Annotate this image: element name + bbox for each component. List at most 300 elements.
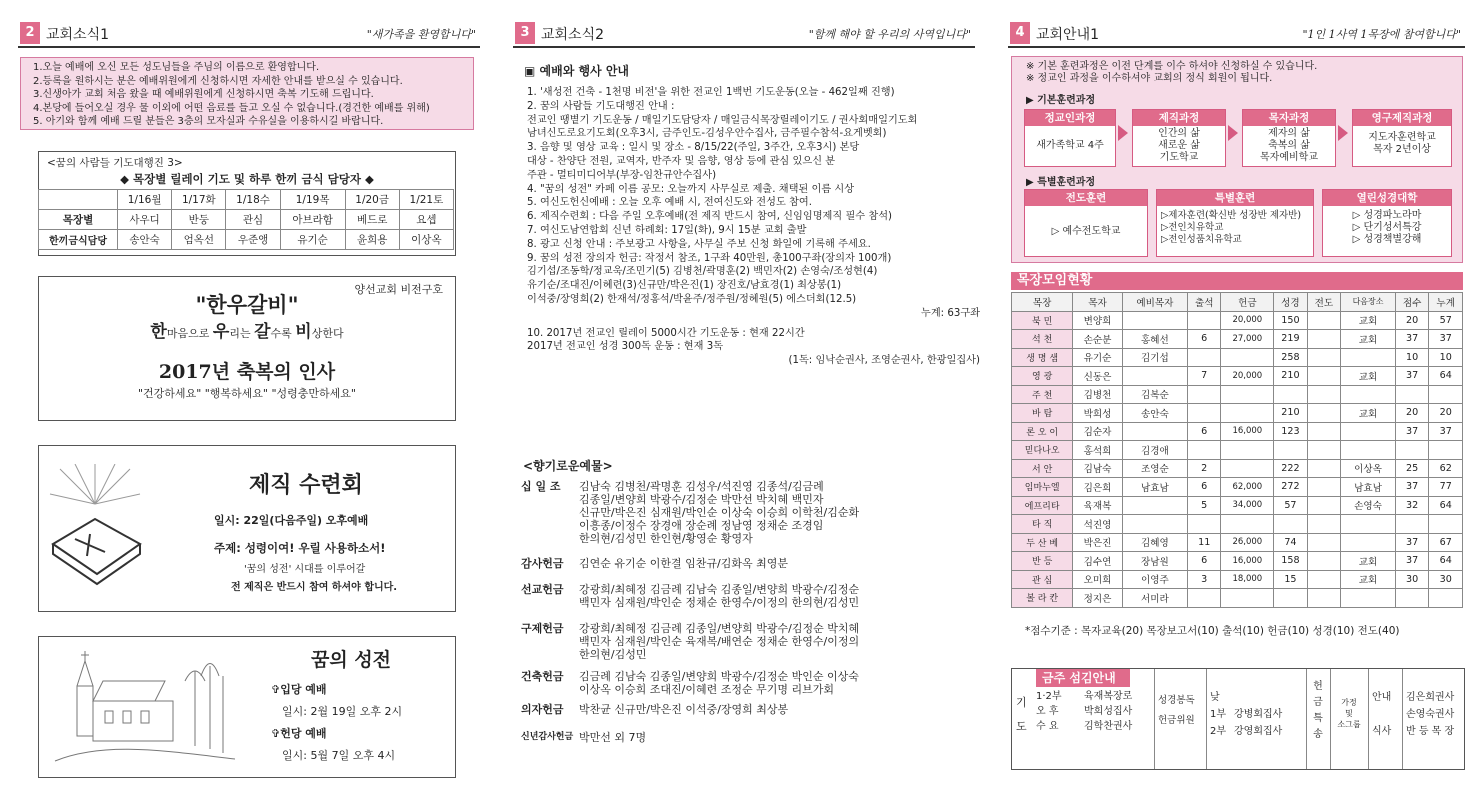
duty-names: 김은희권사 손영숙권사 반 등 목 장: [1406, 692, 1455, 737]
mokjang-table: [1011, 292, 1463, 608]
cell: 20,000: [1221, 367, 1274, 386]
table-row: [1012, 533, 1463, 552]
cell: 손순분: [1073, 330, 1122, 349]
section-header: [18, 18, 480, 48]
mokjang-header-bar: [1011, 272, 1463, 290]
duty-title: 금주 섬김안내: [1036, 669, 1130, 687]
list-item: 남녀신도로요기도회(오후3시, 금주인도-김성우안수집사, 금주필수참석-요게벳회): [527, 128, 887, 140]
duty-label: 기 도: [1016, 696, 1027, 733]
section-header: [513, 18, 975, 48]
duty-guide-meal: 안내 식사: [1372, 692, 1392, 737]
cell: [1187, 441, 1221, 460]
cell: 김수연: [1073, 552, 1122, 571]
evangelism-training: 전도훈련 ▷ 예수전도학교: [1024, 189, 1148, 257]
cell: 16,000: [1221, 422, 1274, 441]
cell: 258: [1274, 348, 1308, 367]
cell: [1122, 367, 1187, 386]
cell: 이상옥: [1341, 459, 1396, 478]
column-header: 헌금: [1221, 293, 1274, 312]
cell: 신동은: [1073, 367, 1122, 386]
cell: 62: [1429, 459, 1463, 478]
mokjang-name: 북 민: [1012, 311, 1073, 330]
cell: 123: [1274, 422, 1308, 441]
cell: 손영숙: [1341, 496, 1396, 515]
announcement-item: 3.신생아가 교회 처음 왔을 때 예배위원에게 신청하시면 축복 기도해 드립니다.: [33, 89, 374, 100]
column-header: 목자: [1073, 293, 1122, 312]
cell: 변양희: [1073, 311, 1122, 330]
table-row: [521, 610, 991, 662]
cell: [1122, 311, 1187, 330]
duty-ushers: 강병회집사 강영회집사: [1234, 709, 1283, 737]
duty-small-group: 가정 및 소그룹: [1337, 698, 1361, 729]
cell: 교회: [1341, 570, 1396, 589]
cell: 유기순: [280, 230, 345, 250]
cell: 2: [1187, 459, 1221, 478]
cell: 송안숙: [118, 230, 172, 250]
cell: [1187, 515, 1221, 534]
cell: 송안숙: [1122, 404, 1187, 423]
mokjang-title: 목장모임현황: [1017, 273, 1093, 288]
section-title: 교회소식2: [541, 27, 605, 43]
table-row: [1012, 589, 1463, 608]
cell: 반둥: [172, 210, 226, 230]
cell: 32: [1395, 496, 1429, 515]
section-motto: "함께 해야 할 우리의 사역입니다": [808, 28, 971, 41]
page-number: 4: [1010, 22, 1030, 44]
list-item: 대상 - 찬양단 전원, 교역자, 반주자 및 음향, 영상 등에 관심 있으신 분: [527, 155, 836, 167]
list-item: 5. 여신도헌신예배 : 오늘 오후 예배 시, 전여신도와 전성도 참여.: [527, 197, 812, 209]
offering-names: 강광희/최혜정 김금례 김종일/변양희 박광수/김정순 박치혜 백민자 심재원/박인순 육재복/배연순 정채순 한영수/이정의 한의현/김성민: [579, 622, 860, 661]
cell: 25: [1395, 459, 1429, 478]
cell: [1307, 552, 1341, 571]
row-label: 목장별: [39, 210, 118, 230]
duty-leaders: 육재복장로 박희성집사 김학찬권사: [1084, 691, 1133, 732]
cell: [1429, 385, 1463, 404]
table-row: [1012, 330, 1463, 349]
cell: 222: [1274, 459, 1308, 478]
mokjang-name: 주 천: [1012, 385, 1073, 404]
cell: [1307, 404, 1341, 423]
duty-scripture-ushers: 성경봉독 헌금위원: [1158, 695, 1195, 726]
table-row: [521, 717, 991, 745]
welcome-announcements: [20, 57, 474, 130]
cell: [1341, 422, 1396, 441]
table-row: [521, 662, 991, 697]
cell: 26,000: [1221, 533, 1274, 552]
vision-tag: 양선교회 비전구호: [354, 283, 443, 296]
row-label: 한끼금식담당: [39, 230, 118, 250]
offering-names: 박만선 외 7명: [579, 731, 647, 744]
cell: [1341, 348, 1396, 367]
column-header: 예비목자: [1122, 293, 1187, 312]
mokjang-name: 임마누엘: [1012, 478, 1073, 497]
list-item: 유기순/조대진/이혜련(3)신규만/박은진(1) 장진호/남효경(1) 최상봉(1): [527, 280, 842, 292]
cell: 64: [1429, 367, 1463, 386]
bible-icon: [45, 464, 145, 594]
cell: [1395, 515, 1429, 534]
cell: 34,000: [1221, 496, 1274, 515]
duty-special-music: 헌 금 특 송: [1313, 681, 1323, 740]
list-item: 2. 꿈의 사람들 기도대행진 안내 :: [527, 100, 675, 112]
cell: 사우디: [118, 210, 172, 230]
retreat-box: [38, 445, 456, 612]
cell: [1307, 589, 1341, 608]
retreat-line2: 전 제직은 반드시 참여 하셔야 합니다.: [231, 582, 398, 593]
column-header: 다음장소: [1341, 293, 1396, 312]
date-cell: 1/18수: [226, 190, 280, 210]
cell: [1341, 441, 1396, 460]
temple-date2: 일시: 5월 7일 오후 4시: [282, 749, 396, 762]
date-cell: 1/21토: [399, 190, 453, 210]
announcement-item: 4.본당에 들어오실 경우 물 이외에 어떤 음료를 들고 오실 수 없습니다.(경건한 예배를 위해): [33, 102, 430, 114]
notice-list: [527, 86, 992, 368]
mokjang-name: 석 천: [1012, 330, 1073, 349]
table-row: [521, 479, 991, 547]
mokjang-name: 볼 라 칸: [1012, 589, 1073, 608]
table-header-row: [1012, 293, 1463, 312]
announcement-item: 2.등록을 원하시는 분은 예배위원에게 신청하시면 자세한 안내를 받으실 수 있습니다.: [33, 75, 403, 87]
cell: 오미희: [1073, 570, 1122, 589]
column-header: 성경: [1274, 293, 1308, 312]
mokjang-name: 생 명 샘: [1012, 348, 1073, 367]
cell: [1221, 348, 1274, 367]
list-item: 1. '새성전 건축 - 1천명 비전'을 위한 전교인 1백번 기도운동(오늘 - 462일째 진행): [527, 87, 895, 98]
list-item: 4. "꿈의 성전" 카페 이름 공모: 오늘까지 사무실로 제출. 채택된 이름 시상: [527, 183, 855, 195]
mokjang-name: 영 광: [1012, 367, 1073, 386]
cell: 김혜영: [1122, 533, 1187, 552]
section-motto: "새가족을 환영합니다": [366, 28, 476, 41]
cell: 관심: [226, 210, 280, 230]
duty-box: [1011, 668, 1465, 770]
list-item: 8. 광고 신청 안내 : 주보광고 사항을, 사무실 주보 신청 화일에 기록해 주세요.: [527, 238, 871, 250]
cell: 6: [1187, 330, 1221, 349]
relay-prayer-box: [38, 151, 456, 256]
offerings-title: <향기로운예물>: [523, 459, 613, 473]
cell: 정지은: [1073, 589, 1122, 608]
cell: 우준앵: [226, 230, 280, 250]
list-item: 3. 음향 및 영상 교육 : 일시 및 장소 - 8/15/22(주일, 3주간, 오후3시) 본당: [527, 142, 860, 154]
cell: 15: [1274, 570, 1308, 589]
cell: [1395, 589, 1429, 608]
cell: [1307, 459, 1341, 478]
step-permanent-officer: 영구제직과정 지도자훈련학교 목자 2년이상: [1352, 109, 1452, 167]
mokjang-name: 서 안: [1012, 459, 1073, 478]
cell: 272: [1274, 478, 1308, 497]
cell: 67: [1429, 533, 1463, 552]
table-row: [1012, 570, 1463, 589]
cell: [1274, 515, 1308, 534]
vision-box: [38, 276, 456, 421]
cell: 김남숙: [1073, 459, 1122, 478]
dream-temple-box: [38, 636, 456, 778]
column-header: 목장: [1012, 293, 1073, 312]
cell: 37: [1395, 422, 1429, 441]
table-row: [1012, 552, 1463, 571]
mokjang-name: 관 심: [1012, 570, 1073, 589]
page-number: 3: [515, 22, 535, 44]
cell: 64: [1429, 552, 1463, 571]
table-row: [1012, 385, 1463, 404]
list-item: 주관 - 멀티미디어부(부장-임찬규안수집사): [527, 169, 717, 181]
cell: 서미라: [1122, 589, 1187, 608]
date-cell: 1/19목: [280, 190, 345, 210]
cell: [1395, 385, 1429, 404]
page-number: 2: [20, 22, 40, 44]
cell: 77: [1429, 478, 1463, 497]
cell: 교회: [1341, 330, 1396, 349]
cell: [1341, 589, 1396, 608]
cell: 30: [1429, 570, 1463, 589]
table-row: [521, 571, 991, 610]
temple-title: 꿈의 성전: [311, 649, 392, 671]
offering-label: 구제헌금: [521, 622, 564, 635]
cell: 219: [1274, 330, 1308, 349]
temple-event2: ✞헌당 예배: [271, 727, 327, 740]
cell: 요셉: [399, 210, 453, 230]
cell: [1307, 348, 1341, 367]
list-item: 7. 여신도남연합회 신년 하례회: 17일(화), 9시 15분 교회 출발: [527, 224, 807, 236]
cell: 16,000: [1221, 552, 1274, 571]
cell: [1307, 367, 1341, 386]
cell: 김순자: [1073, 422, 1122, 441]
cell: [1307, 570, 1341, 589]
mokjang-name: 반 등: [1012, 552, 1073, 571]
cell: [1122, 422, 1187, 441]
cell: 6: [1187, 422, 1221, 441]
column-header: 누계: [1429, 293, 1463, 312]
cell: [1274, 441, 1308, 460]
mokjang-name: 에프리타: [1012, 496, 1073, 515]
section-motto: "1인 1사역 1목장에 참여합니다": [1302, 28, 1461, 41]
training-note: ※ 정교인 과정을 이수하셔야 교회의 정식 회원이 됩니다.: [1026, 73, 1273, 84]
cell: [1187, 385, 1221, 404]
cell: 장남원: [1122, 552, 1187, 571]
cell: [1221, 385, 1274, 404]
table-row: [1012, 311, 1463, 330]
new-year-greeting: 2017년 축복의 인사: [158, 361, 336, 383]
offering-names: 김연순 유기순 이한결 임찬규/김화옥 최영분: [579, 557, 788, 570]
mokjang-name: 믿다나오: [1012, 441, 1073, 460]
greeting-wishes: "건강하세요" "행복하세요" "성령충만하세요": [138, 387, 356, 400]
cell: 육재복: [1073, 496, 1122, 515]
table-row: [1012, 441, 1463, 460]
table-row: [521, 697, 991, 717]
cell: 남효남: [1122, 478, 1187, 497]
cell: [1122, 515, 1187, 534]
column-header: 전도: [1307, 293, 1341, 312]
cell: 엄옥선: [172, 230, 226, 250]
cell: 윤희용: [345, 230, 399, 250]
cell: [1341, 385, 1396, 404]
step-regular-member: 정교인과정 새가족학교 4주: [1024, 109, 1116, 167]
table-row: [39, 210, 454, 230]
table-row: [1012, 459, 1463, 478]
cell: 김복순: [1122, 385, 1187, 404]
list-item: 전교인 땡볕기 기도운동 / 매일기도담당자 / 매일금식목장릴레이기도 / 권사회매일기도회: [527, 114, 918, 126]
cell: [1429, 441, 1463, 460]
table-row: [1012, 404, 1463, 423]
relay-title: ◆ 목장별 릴레이 기도 및 하루 한끼 금식 담당자 ◆: [120, 172, 374, 186]
cell: 20,000: [1221, 311, 1274, 330]
date-cell: 1/17화: [172, 190, 226, 210]
cell: 210: [1274, 404, 1308, 423]
training-box: [1011, 56, 1463, 263]
cell: [1221, 404, 1274, 423]
cell: 37: [1395, 330, 1429, 349]
cell: 김기섭: [1122, 348, 1187, 367]
training-note: ※ 기본 훈련과정은 이전 단계를 이수 하셔야 신청하실 수 있습니다.: [1026, 61, 1318, 72]
section-title: 교회안내1: [1036, 27, 1100, 43]
cell: 박은진: [1073, 533, 1122, 552]
table-row: [1012, 422, 1463, 441]
cell: 37: [1395, 552, 1429, 571]
cell: [1307, 385, 1341, 404]
cell: 37: [1429, 422, 1463, 441]
special-training-label: ▶ 특별훈련과정: [1026, 177, 1096, 188]
cell: [1187, 311, 1221, 330]
basic-training-label: ▶ 기본훈련과정: [1026, 95, 1096, 106]
mokjang-name: 타 직: [1012, 515, 1073, 534]
cell: 37: [1395, 367, 1429, 386]
page-2: [0, 0, 488, 792]
duty-services: 1·2부 오 후 수 요: [1036, 691, 1062, 732]
cell: [1122, 496, 1187, 515]
cell: 교회: [1341, 311, 1396, 330]
step-shepherd: 목자과정 제자의 삶 축복의 삶 목자예비학교: [1242, 109, 1336, 167]
offering-label: 신년감사헌금: [521, 732, 574, 742]
cell: 조영순: [1122, 459, 1187, 478]
cell: [1341, 533, 1396, 552]
vision-slogan: "한우갈비": [195, 292, 299, 317]
cell: 74: [1274, 533, 1308, 552]
cell: [1221, 459, 1274, 478]
cell: 27,000: [1221, 330, 1274, 349]
cell: [1221, 441, 1274, 460]
list-item: 김기섭/조동학/정교욱/조민기(5) 김병천/곽명훈(2) 백민자(2) 손영숙/조성현(4): [527, 266, 878, 278]
cell: [1307, 422, 1341, 441]
cell: 150: [1274, 311, 1308, 330]
list-item: 2017년 전교인 성경 300독 운동 : 현재 3독: [527, 341, 724, 353]
cell: [1307, 533, 1341, 552]
retreat-line1: '꿈의 성전' 시대를 이루어갈: [244, 564, 366, 575]
offering-label: 의자헌금: [521, 703, 564, 716]
cell: 57: [1429, 311, 1463, 330]
announcement-item: 1.오늘 예배에 오신 모든 성도님들을 주님의 이름으로 환영합니다.: [33, 62, 320, 73]
cell: 20: [1395, 311, 1429, 330]
cell: 62,000: [1221, 478, 1274, 497]
table-row: [39, 230, 454, 250]
cell: 박희성: [1073, 404, 1122, 423]
cell: 교회: [1341, 552, 1396, 571]
mokjang-name: 두 산 베: [1012, 533, 1073, 552]
cell: [1307, 330, 1341, 349]
cell: 석진영: [1073, 515, 1122, 534]
cell: 37: [1395, 478, 1429, 497]
cell: 베드로: [345, 210, 399, 230]
offering-label: 선교헌금: [521, 583, 564, 596]
cell: [1341, 515, 1396, 534]
cell: 교회: [1341, 404, 1396, 423]
offering-names: 박찬균 신규만/박은진 이석중/장영희 최상봉: [579, 703, 789, 716]
cell: 10: [1395, 348, 1429, 367]
announcement-item: 5. 아기와 함께 예배 드릴 분들은 3층의 모자실과 수유실을 이용하시길 바랍니다.: [33, 116, 384, 127]
cell: 7: [1187, 367, 1221, 386]
retreat-theme: 주제: 성령이여! 우릴 사용하소서!: [214, 541, 386, 555]
column-header: 점수: [1395, 293, 1429, 312]
cell: [1429, 589, 1463, 608]
arrow-right-icon: [1118, 125, 1128, 141]
table-row: [1012, 496, 1463, 515]
temple-event1: ✞입당 예배: [271, 683, 327, 696]
arrow-right-icon: [1228, 125, 1238, 141]
offerings-table: [521, 479, 991, 745]
score-criteria: *점수기준 : 목자교육(20) 목장보고서(10) 출석(10) 헌금(10) 성경(10) 전도(40): [1025, 625, 1400, 637]
cell: 3: [1187, 570, 1221, 589]
special-training: 특별훈련 ▷제자훈련(확신반 성장반 제자반) ▷전인치유학교 ▷전인성품치유학교: [1156, 189, 1314, 257]
arrow-right-icon: [1338, 125, 1348, 141]
cell: 유기순: [1073, 348, 1122, 367]
cell: 11: [1187, 533, 1221, 552]
step-officer: 제직과정 인간의 삶 새로운 삶 기도학교: [1132, 109, 1226, 167]
cell: [1274, 589, 1308, 608]
cell: 남효남: [1341, 478, 1396, 497]
cell: 홍혜선: [1122, 330, 1187, 349]
mokjang-name: 바 탐: [1012, 404, 1073, 423]
cell: 210: [1274, 367, 1308, 386]
cell: [1187, 589, 1221, 608]
offering-names: 김남숙 김병천/곽명훈 김성우/석진영 김종석/김금례 김종일/변양희 박광수/김정순 박만선 박치혜 백민자 신규만/박은진 심재원/박인순 이상숙 이승희 이학천/김순화 이흥종/이정수 장경애 장순례 정남영 정채순 조경임 한의현/김성민 한인현/황영순 황영자: [579, 480, 860, 545]
table-row: [1012, 478, 1463, 497]
mokjang-name: 론 오 이: [1012, 422, 1073, 441]
cell: 10: [1429, 348, 1463, 367]
vision-acrostic: 한마음으로 우리는 갈수록 비상한다: [150, 322, 344, 342]
page-3: [505, 0, 995, 792]
temple-date1: 일시: 2월 19일 오후 2시: [282, 705, 403, 718]
section-header: [1008, 18, 1465, 48]
item10-note: (1독: 임낙순권사, 조영순권사, 한광일집사): [788, 355, 980, 367]
cell: [1429, 515, 1463, 534]
church-illustration: [45, 641, 245, 771]
offering-label: 건축헌금: [521, 670, 564, 683]
table-row: [1012, 367, 1463, 386]
cell: [1221, 589, 1274, 608]
cell: [1187, 348, 1221, 367]
cell: 20: [1429, 404, 1463, 423]
relay-subtitle: <꿈의 사람들 기도대행진 3>: [47, 157, 183, 169]
retreat-title: 제직 수련회: [249, 472, 363, 498]
cell: 6: [1187, 478, 1221, 497]
offering-names: 강광희/최혜정 김금례 김남숙 김종일/변양희 박광수/김정순 백민자 심재원/박인순 정채순 한영수/이정의 한의현/김성민: [579, 583, 860, 609]
cell: [1395, 441, 1429, 460]
page-4: [1003, 0, 1483, 792]
cell: 6: [1187, 552, 1221, 571]
cell: 이상옥: [399, 230, 453, 250]
worship-section-title: ▣ 예배와 행사 안내: [524, 64, 630, 78]
cell: 158: [1274, 552, 1308, 571]
cell: 홍석희: [1073, 441, 1122, 460]
total-pledges: 누계: 63구좌: [921, 307, 980, 319]
table-row: [1012, 515, 1463, 534]
cell: 5: [1187, 496, 1221, 515]
cell: 18,000: [1221, 570, 1274, 589]
cell: 57: [1274, 496, 1308, 515]
list-item: 9. 꿈의 성전 장의자 헌금: 작정서 참조, 1구좌 40만원, 총100구좌(장의자 100개): [527, 252, 892, 264]
cell: [1307, 441, 1341, 460]
cell: [1221, 515, 1274, 534]
cell: 64: [1429, 496, 1463, 515]
cell: [1187, 404, 1221, 423]
list-item: 6. 제직수련회 : 다음 주일 오후예배(전 제직 반드시 참여, 신임임명제직 필수 참석): [527, 211, 893, 223]
